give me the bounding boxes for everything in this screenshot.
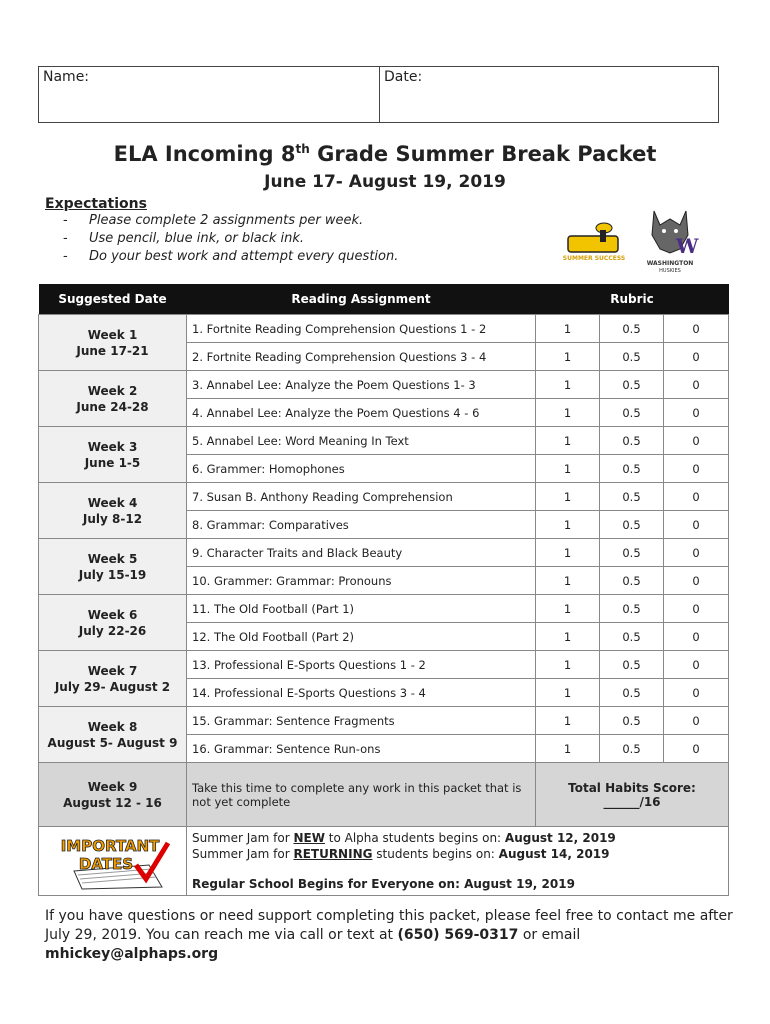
expectations-heading: Expectations bbox=[45, 196, 147, 212]
rubric-score: 1 bbox=[536, 679, 600, 707]
table-row bbox=[39, 595, 729, 623]
rubric-score: 1 bbox=[536, 735, 600, 763]
rubric-score: 0 bbox=[664, 539, 729, 567]
name-date-box bbox=[38, 66, 719, 123]
important-dates-text: Summer Jam for NEW to Alpha students begins on: August 12, 2019 Summer Jam for RETURNING students begins on: August 14, 2019 Regular School Begins for Everyone on: August 19, 2019 bbox=[187, 827, 729, 896]
header-suggested-date: Suggested Date bbox=[39, 284, 187, 315]
rubric-score: 1 bbox=[536, 707, 600, 735]
week-cell: Week 9 August 12 - 16 bbox=[39, 763, 187, 827]
svg-text:WASHINGTON: WASHINGTON bbox=[646, 260, 694, 267]
rubric-score: 0 bbox=[664, 651, 729, 679]
email-link[interactable]: mhickey@alphaps.org bbox=[45, 946, 219, 962]
assignment-cell: 4. Annabel Lee: Analyze the Poem Questions 4 - 6 bbox=[187, 399, 536, 427]
expectation-item: - Please complete 2 assignments per week. bbox=[63, 212, 398, 230]
rubric-score: 0.5 bbox=[600, 735, 664, 763]
assignment-cell: 10. Grammer: Grammar: Pronouns bbox=[187, 567, 536, 595]
assignment-cell: 1. Fortnite Reading Comprehension Questions 1 - 2 bbox=[187, 315, 536, 343]
rubric-score: 0 bbox=[664, 735, 729, 763]
svg-text:IMPORTANT: IMPORTANT bbox=[60, 836, 159, 855]
page-title: ELA Incoming 8th Grade Summer Break Packet bbox=[113, 142, 657, 166]
rubric-score: 0.5 bbox=[600, 595, 664, 623]
assignment-cell: 14. Professional E-Sports Questions 3 - 4 bbox=[187, 679, 536, 707]
week-cell: Week 3 June 1-5 bbox=[39, 427, 187, 483]
page-subtitle: June 17- August 19, 2019 bbox=[264, 172, 506, 192]
rubric-score: 0.5 bbox=[600, 511, 664, 539]
rubric-score: 0.5 bbox=[600, 651, 664, 679]
table-row bbox=[39, 539, 729, 567]
assignment-cell: 13. Professional E-Sports Questions 1 - 2 bbox=[187, 651, 536, 679]
rubric-score: 0.5 bbox=[600, 427, 664, 455]
table-row bbox=[39, 427, 729, 455]
rubric-score: 0 bbox=[664, 707, 729, 735]
svg-text:SUMMER SUCCESS: SUMMER SUCCESS bbox=[562, 255, 626, 262]
rubric-score: 0 bbox=[664, 511, 729, 539]
week9-note: Take this time to complete any work in this packet that is not yet complete bbox=[187, 763, 536, 827]
rubric-score: 0 bbox=[664, 567, 729, 595]
rubric-score: 1 bbox=[536, 343, 600, 371]
assignment-cell: 16. Grammar: Sentence Run-ons bbox=[187, 735, 536, 763]
assignment-cell: 6. Grammer: Homophones bbox=[187, 455, 536, 483]
total-habits-score: Total Habits Score: ______/16 bbox=[536, 763, 729, 827]
rubric-score: 1 bbox=[536, 651, 600, 679]
week-cell: Week 5 July 15-19 bbox=[39, 539, 187, 595]
rubric-score: 0 bbox=[664, 679, 729, 707]
rubric-score: 0.5 bbox=[600, 679, 664, 707]
important-dates-row bbox=[39, 827, 729, 896]
rubric-score: 1 bbox=[536, 567, 600, 595]
date-field[interactable]: Date: bbox=[384, 69, 423, 85]
rubric-score: 0.5 bbox=[600, 483, 664, 511]
rubric-score: 0.5 bbox=[600, 399, 664, 427]
assignment-cell: 2. Fortnite Reading Comprehension Questions 3 - 4 bbox=[187, 343, 536, 371]
rubric-score: 0 bbox=[664, 483, 729, 511]
assignment-cell: 15. Grammar: Sentence Fragments bbox=[187, 707, 536, 735]
important-dates-icon bbox=[54, 831, 172, 889]
rubric-score: 0.5 bbox=[600, 623, 664, 651]
rubric-score: 0 bbox=[664, 427, 729, 455]
header-reading-assignment: Reading Assignment bbox=[187, 284, 536, 315]
rubric-score: 0.5 bbox=[600, 567, 664, 595]
rubric-score: 0 bbox=[664, 371, 729, 399]
rubric-score: 0.5 bbox=[600, 707, 664, 735]
rubric-score: 0 bbox=[664, 595, 729, 623]
svg-text:HUSKIES: HUSKIES bbox=[659, 268, 681, 274]
rubric-score: 0 bbox=[664, 455, 729, 483]
header-rubric: Rubric bbox=[536, 284, 729, 315]
rubric-score: 0.5 bbox=[600, 455, 664, 483]
table-row bbox=[39, 315, 729, 343]
huskies-logo bbox=[640, 207, 700, 275]
assignment-cell: 9. Character Traits and Black Beauty bbox=[187, 539, 536, 567]
table-row bbox=[39, 651, 729, 679]
expectation-item: - Use pencil, blue ink, or black ink. bbox=[63, 230, 398, 248]
assignment-cell: 7. Susan B. Anthony Reading Comprehension bbox=[187, 483, 536, 511]
important-dates-image bbox=[39, 827, 187, 896]
rubric-score: 0.5 bbox=[600, 539, 664, 567]
rubric-score: 1 bbox=[536, 427, 600, 455]
rubric-score: 0.5 bbox=[600, 343, 664, 371]
rubric-score: 1 bbox=[536, 511, 600, 539]
rubric-score: 1 bbox=[536, 315, 600, 343]
assignment-cell: 3. Annabel Lee: Analyze the Poem Questions 1- 3 bbox=[187, 371, 536, 399]
week-cell: Week 6 July 22-26 bbox=[39, 595, 187, 651]
rubric-score: 1 bbox=[536, 455, 600, 483]
rubric-score: 1 bbox=[536, 539, 600, 567]
table-row bbox=[39, 483, 729, 511]
table-row bbox=[39, 707, 729, 735]
assignment-table bbox=[38, 284, 729, 896]
rubric-score: 1 bbox=[536, 595, 600, 623]
expectation-item: - Do your best work and attempt every question. bbox=[63, 248, 398, 266]
assignment-cell: 11. The Old Football (Part 1) bbox=[187, 595, 536, 623]
svg-text:W: W bbox=[676, 234, 699, 258]
rubric-score: 0 bbox=[664, 343, 729, 371]
assignment-cell: 8. Grammar: Comparatives bbox=[187, 511, 536, 539]
week-cell: Week 1 June 17-21 bbox=[39, 315, 187, 371]
assignment-cell: 12. The Old Football (Part 2) bbox=[187, 623, 536, 651]
week-cell: Week 4 July 8-12 bbox=[39, 483, 187, 539]
rubric-score: 1 bbox=[536, 623, 600, 651]
expectations bbox=[45, 196, 398, 266]
rubric-score: 1 bbox=[536, 483, 600, 511]
rubric-score: 0 bbox=[664, 315, 729, 343]
svg-text:DATES: DATES bbox=[78, 854, 133, 873]
week-cell: Week 7 July 29- August 2 bbox=[39, 651, 187, 707]
name-field[interactable]: Name: bbox=[39, 67, 380, 122]
rubric-score: 0 bbox=[664, 399, 729, 427]
rubric-score: 0.5 bbox=[600, 371, 664, 399]
summer-success-logo bbox=[562, 220, 626, 262]
table-row bbox=[39, 371, 729, 399]
rubric-score: 0 bbox=[664, 623, 729, 651]
assignment-cell: 5. Annabel Lee: Word Meaning In Text bbox=[187, 427, 536, 455]
rubric-score: 1 bbox=[536, 399, 600, 427]
footer-note: If you have questions or need support completing this packet, please feel free to contact me after July 29, 2019. You can reach me via call or text at (650) 569-0317 or email mhickey@alphaps.org bbox=[45, 908, 733, 962]
rubric-score: 1 bbox=[536, 371, 600, 399]
week-cell: Week 2 June 24-28 bbox=[39, 371, 187, 427]
week-cell: Week 8 August 5- August 9 bbox=[39, 707, 187, 763]
rubric-score: 0.5 bbox=[600, 315, 664, 343]
table-row bbox=[39, 763, 729, 827]
